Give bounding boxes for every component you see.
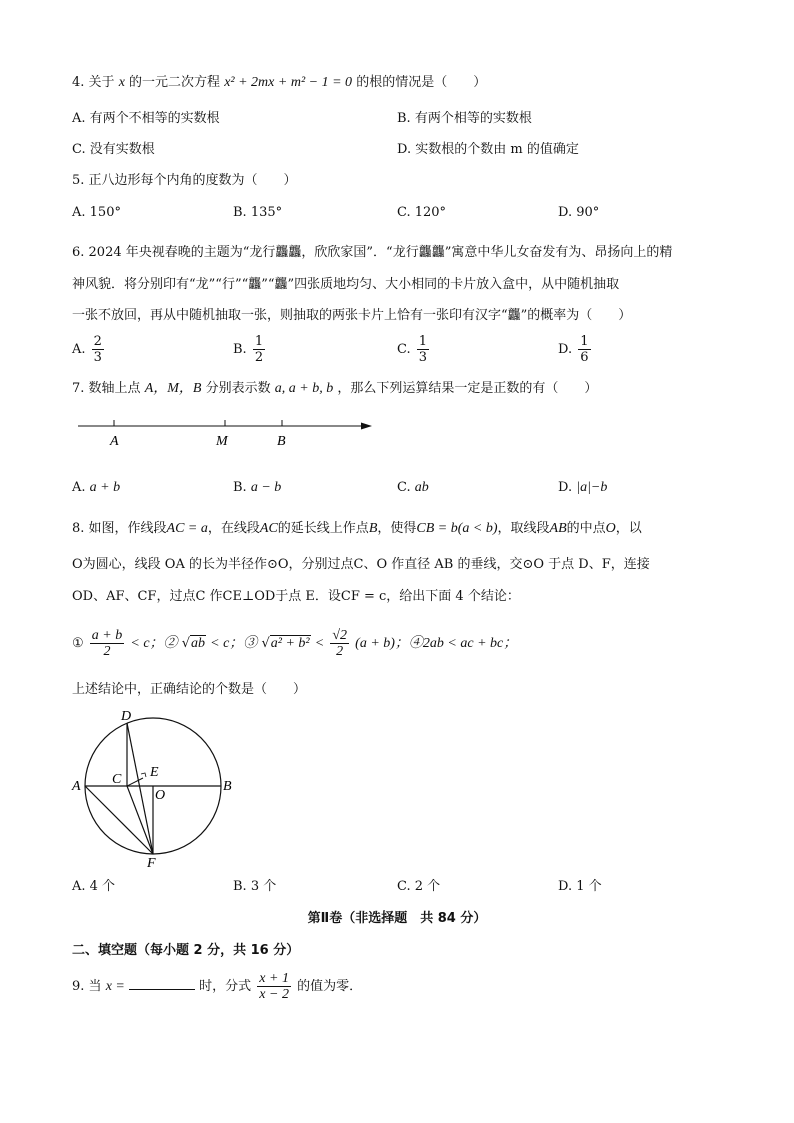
q6-option-c-fraction (417, 334, 429, 365)
q8-line1 (72, 520, 642, 538)
frac-den: 3 (418, 350, 428, 365)
q4-stem-mid: 的一元二次方程 (129, 75, 221, 90)
frac-den: 2 (103, 644, 111, 659)
q9-var: x = (105, 979, 125, 994)
q6-option-b-fraction (253, 334, 265, 365)
conclusion-1-marker: ① (72, 636, 84, 651)
q9-answer-blank[interactable] (129, 975, 195, 990)
q6-option-a-fraction (92, 334, 104, 365)
conclusion-2-tail: < c；③ (210, 636, 258, 651)
q6-option-d (558, 334, 593, 365)
q9-mid: 时，分式 (199, 979, 252, 994)
q4-option-b: B. 有两个相等的实数根 (397, 111, 532, 126)
q8-text: 8. 如图，作线段 (72, 521, 167, 536)
q7-option-d-label: D. (558, 480, 573, 495)
q4-equation: x² + 2mx + m² − 1 = 0 (224, 75, 353, 90)
frac-num: 2 (93, 334, 102, 349)
q9-pre: 9. 当 (72, 979, 102, 994)
segment-cf (127, 786, 153, 854)
q5-option-d: D. 90° (558, 205, 600, 220)
q6-option-d-label: D. (558, 342, 573, 357)
part2-title: 第Ⅱ卷（非选择题 共 84 分） (307, 911, 487, 926)
q7-option-a (72, 479, 120, 497)
q8-line2: O为圆心，线段 OA 的长为半径作⊙O，分别过点C、O 作直径 AB 的垂线，交⊙O 于点 D、F，连接 (72, 557, 650, 572)
q7-option-c-label: C. (397, 480, 411, 495)
q7-stem-mid: 分别表示数 (205, 381, 271, 396)
q6-line3: 一张不放回，再从中随机抽取一张，则抽取的两张卡片上恰有一张印有汉字“龘”的概率为（ ） (72, 308, 632, 323)
q8-text: ，以 (615, 521, 642, 536)
q9-stem (72, 970, 362, 1004)
fig-label-f: F (147, 856, 156, 870)
fig-label-a: A (72, 779, 81, 794)
q8-text: 的延长线上作点 (277, 521, 369, 536)
frac-num: 1 (418, 334, 428, 349)
q4-stem-pre: 4. 关于 (72, 75, 115, 90)
conclusion-3-lt: < (314, 636, 325, 651)
frac-den: 2 (336, 644, 344, 659)
axis-label-b: B (277, 434, 286, 449)
q8-option-a: A. 4 个 (72, 879, 116, 894)
q8-question: 上述结论中，正确结论的个数是（ ） (72, 682, 307, 697)
q8-option-c: C. 2 个 (397, 879, 441, 894)
q5-stem: 5. 正八边形每个内角的度数为（ ） (72, 173, 297, 188)
axis-label-m: M (216, 434, 228, 449)
q8-math: CB = b(a < b) (416, 521, 498, 536)
conclusion-2-radicand: ab (191, 636, 205, 651)
q8-math: O (605, 521, 616, 536)
axis-label-a: A (110, 434, 119, 449)
fig-label-c: C (112, 772, 122, 787)
q7-option-a-expr: a + b (89, 480, 121, 495)
q8-math: AC = a (166, 521, 208, 536)
q6-line2: 神风貌．将分别印有“龙”“行”“龘”“龘”四张质地均匀、大小相同的卡片放入盒中，从中随机抽取 (72, 277, 620, 292)
q6-option-c-label: C. (397, 342, 411, 357)
q7-option-c-expr: ab (414, 480, 429, 495)
q6-option-a (72, 334, 106, 365)
segment-af (85, 786, 153, 854)
q4-option-c: C. 没有实数根 (72, 142, 155, 157)
fig-label-d: D (121, 709, 132, 724)
q4-var: x (118, 75, 125, 90)
q7-stem-post: ，那么下列运算结果一定是正数的有（ ） (337, 381, 598, 396)
q8-text: ，取线段 (497, 521, 550, 536)
circle-figure (68, 700, 248, 870)
q4-option-a: A. 有两个不相等的实数根 (72, 111, 220, 126)
q8-text: 的中点 (566, 521, 606, 536)
number-line-arrow (361, 423, 372, 430)
q7-stem (72, 380, 597, 398)
conclusion-3-tail: (a + b)；④2ab < ac + bc； (355, 636, 518, 651)
q4-stem-post: 的根的情况是（ ） (356, 75, 487, 90)
q9-fraction (257, 971, 291, 1002)
segment-ce (127, 778, 143, 786)
frac-den: 6 (580, 350, 589, 365)
q8-text: ，使得 (377, 521, 417, 536)
fig-label-b: B (223, 779, 232, 794)
frac-num: 1 (254, 334, 264, 349)
frac-den: 2 (254, 350, 264, 365)
q5-option-c: C. 120° (397, 205, 447, 220)
q9-post: 的值为零． (297, 979, 363, 994)
q6-option-b (233, 334, 267, 365)
frac-num: a + b (91, 628, 123, 643)
q6-option-c (397, 334, 431, 365)
right-angle-mark (141, 773, 146, 777)
q6-option-b-label: B. (233, 342, 247, 357)
q7-points: A，M，B (144, 381, 202, 396)
q7-option-c (397, 479, 429, 497)
conclusion-1-fraction (90, 628, 124, 659)
q6-line1: 6. 2024 年央视春晚的主题为“龙行龘龘，欣欣家国”．“龙行龘龘”寓意中华儿女奋发有为、昂扬向上的精 (72, 245, 673, 260)
q7-values: a, a + b, b (274, 381, 334, 396)
q8-math: AB (549, 521, 567, 536)
q6-option-a-label: A. (72, 342, 86, 357)
conclusion-3-fraction (330, 628, 349, 659)
q8-math: AC (259, 521, 278, 536)
frac-den: 3 (93, 350, 102, 365)
q4-stem (72, 74, 486, 92)
frac-num: √2 (332, 628, 348, 643)
q8-conclusions: ① $\frac{a + b}{2}$ < c；② √ab < c；③ √a² + b² < $\frac{√2}{2}$ (a + b)；④2ab < ac + bc； (72, 628, 518, 659)
q8-option-b: B. 3 个 (233, 879, 277, 894)
q7-option-d-expr: |a|−b (576, 480, 608, 495)
q8-line3: OD、AF、CF，过点C 作CE⊥OD于点 E．设CF = c，给出下面 4 个结论： (72, 589, 520, 604)
fig-label-e: E (150, 765, 159, 780)
segment-od (127, 723, 153, 854)
section-fill-in: 二、填空题（每小题 2 分，共 16 分） (72, 943, 300, 958)
conclusion-1-tail: < c；② (130, 636, 178, 651)
number-line-figure (72, 410, 382, 458)
q7-option-b-label: B. (233, 480, 247, 495)
q7-stem-pre: 7. 数轴上点 (72, 381, 141, 396)
q8-text: ，在线段 (207, 521, 260, 536)
q7-option-b (233, 479, 281, 497)
frac-den: x − 2 (259, 987, 289, 1002)
frac-num: 1 (580, 334, 589, 349)
q8-math: B (368, 521, 378, 536)
q7-option-a-label: A. (72, 480, 86, 495)
q6-option-d-fraction (578, 334, 590, 365)
conclusion-3-radicand: a² + b² (270, 636, 310, 651)
frac-num: x + 1 (259, 971, 289, 986)
fig-label-o: O (155, 788, 166, 803)
q5-option-b: B. 135° (233, 205, 283, 220)
q4-option-d: D. 实数根的个数由 m 的值确定 (397, 142, 579, 157)
q7-option-b-expr: a − b (250, 480, 282, 495)
q8-option-d: D. 1 个 (558, 879, 602, 894)
q5-option-a: A. 150° (72, 205, 121, 220)
q7-option-d (558, 479, 607, 497)
